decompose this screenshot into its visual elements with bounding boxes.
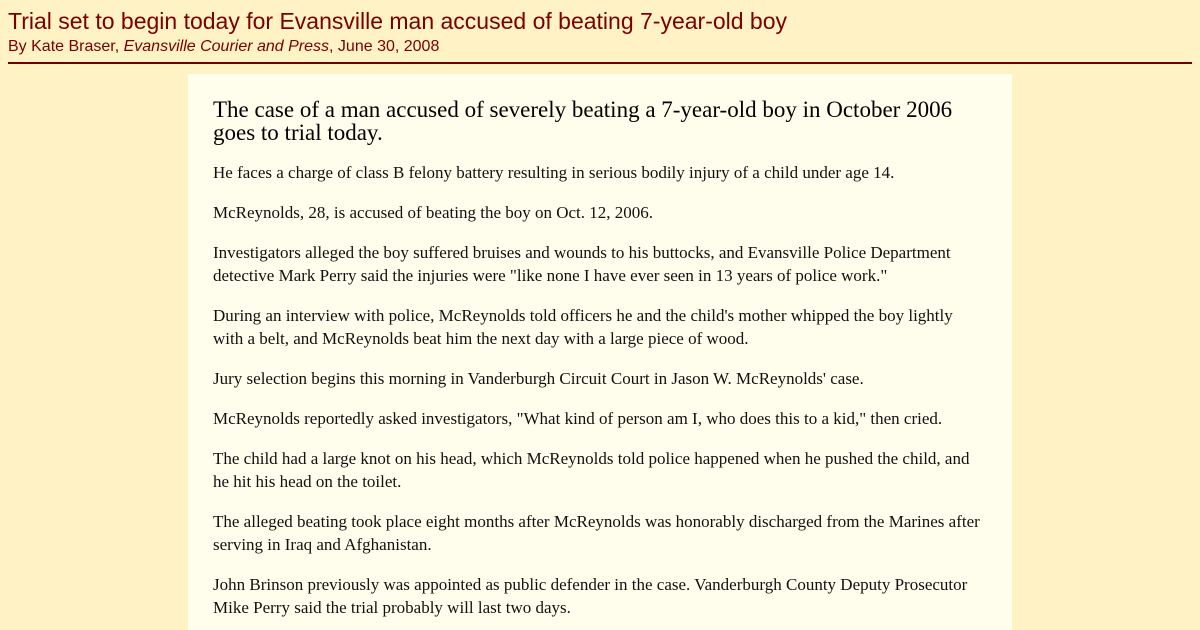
article-paragraph: McReynolds, 28, is accused of beating the boy on Oct. 12, 2006. <box>213 203 654 222</box>
article-paragraph: Jury selection begins this morning in Vanderburgh Circuit Court in Jason W. McReynolds' case. <box>213 369 864 388</box>
article-paragraph: During an interview with police, McReynolds told officers he and the child's mother whipped the boy lightly with a belt, and McReynolds beat him the next day with a large piece of wood. <box>213 306 953 348</box>
article-lead: The case of a man accused of severely beating a 7-year-old boy in October 2006 goes to trial today. <box>213 97 953 145</box>
article-paragraph: McReynolds reportedly asked investigators, "What kind of person am I, who does this to a kid," then cried. <box>213 409 943 428</box>
byline <box>8 37 1192 57</box>
byline-date: , June 30, 2008 <box>329 38 440 55</box>
article-paragraph: The alleged beating took place eight months after McReynolds was honorably discharged from the Marines after serving in Iraq and Afghanistan. <box>213 512 980 554</box>
article-paragraph: He faces a charge of class B felony battery resulting in serious bodily injury of a child under age 14. <box>213 163 895 182</box>
header-divider <box>8 62 1192 64</box>
article-paragraph: Investigators alleged the boy suffered bruises and wounds to his buttocks, and Evansville Police Department detective Mark Perry said the injuries were "like none I have ever seen in 13 years of police work." <box>213 243 951 285</box>
article-paragraph: John Brinson previously was appointed as public defender in the case. Vanderburgh County Deputy Prosecutor Mike Perry said the trial probably will last two days. <box>213 575 968 617</box>
article-header <box>0 0 1200 57</box>
article-paragraph: The child had a large knot on his head, which McReynolds told police happened when he pushed the child, and he hit his head on the toilet. <box>213 449 970 491</box>
byline-author: By Kate Braser, <box>8 38 124 55</box>
article-body[interactable] <box>188 74 1012 630</box>
byline-publication: Evansville Courier and Press <box>123 38 330 55</box>
headline: Trial set to begin today for Evansville man accused of beating 7-year-old boy <box>8 8 788 34</box>
